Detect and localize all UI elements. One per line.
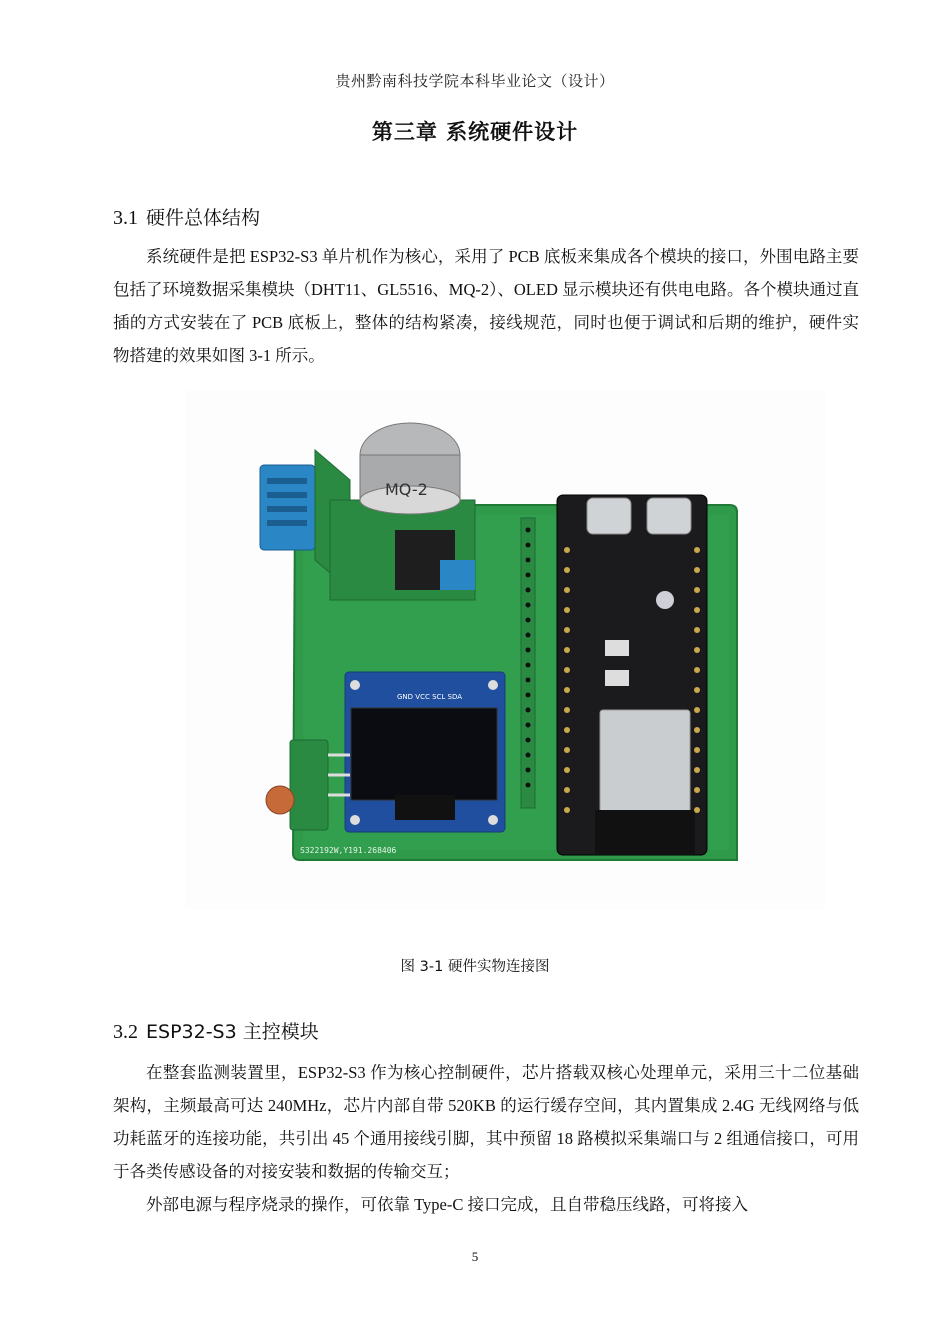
chapter-title: 第三章 系统硬件设计 — [371, 120, 579, 144]
paragraph: 外部电源与程序烧录的操作，可依靠 Type-C 接口完成，且自带稳压线路，可将接入 — [146, 1195, 749, 1214]
section-heading-3-1 — [113, 203, 260, 230]
section-heading-3-2 — [113, 1017, 319, 1044]
page-number: 5 — [471, 1249, 479, 1264]
section-number: 3.2 — [113, 1021, 138, 1043]
running-header: 贵州黔南科技学院本科毕业论文（设计） — [335, 72, 615, 90]
sensor-label: MQ-2 — [385, 480, 428, 499]
section-3-2-body — [113, 1056, 859, 1221]
paragraph: 系统硬件是把 ESP32-S3 单片机作为核心，采用了 PCB 底板来集成各个模块的接口，外围电路主要包括了环境数据采集模块（DHT11、GL5516、MQ-2）、OLED 显示模块还有供电电路。各个模块通过直插的方式安装在了 PCB 底板上，整体的结构紧凑，接线规范，同时也便于调试和后期的维护，硬件实物搭建的效果如图 3-1 所示。 — [113, 247, 859, 365]
section-title: 硬件总体结构 — [146, 207, 261, 229]
section-number: 3.1 — [113, 207, 138, 229]
section-title: ESP32-S3 主控模块 — [146, 1021, 319, 1043]
figure-caption: 图 3-1 硬件实物连接图 — [400, 959, 550, 975]
board-serial-label: S322192W,Y191.268406 — [300, 846, 397, 855]
hardware-photo — [185, 390, 825, 910]
oled-pin-label: GND VCC SCL SDA — [397, 693, 463, 701]
paragraph: 在整套监测装置里，ESP32-S3 作为核心控制硬件，芯片搭载双核心处理单元，采用三十二位基础架构，主频最高可达 240MHz，芯片内部自带 520KB 的运行缓存空间，其内置集成 2.4G 无线网络与低功耗蓝牙的连接功能，共引出 45 个通用接线引脚，其中预留 18 路模拟采集端口与 2 组通信接口，可用于各类传感设备的对接安装和数据的传输交互； — [113, 1063, 859, 1181]
section-3-1-body — [113, 240, 859, 372]
